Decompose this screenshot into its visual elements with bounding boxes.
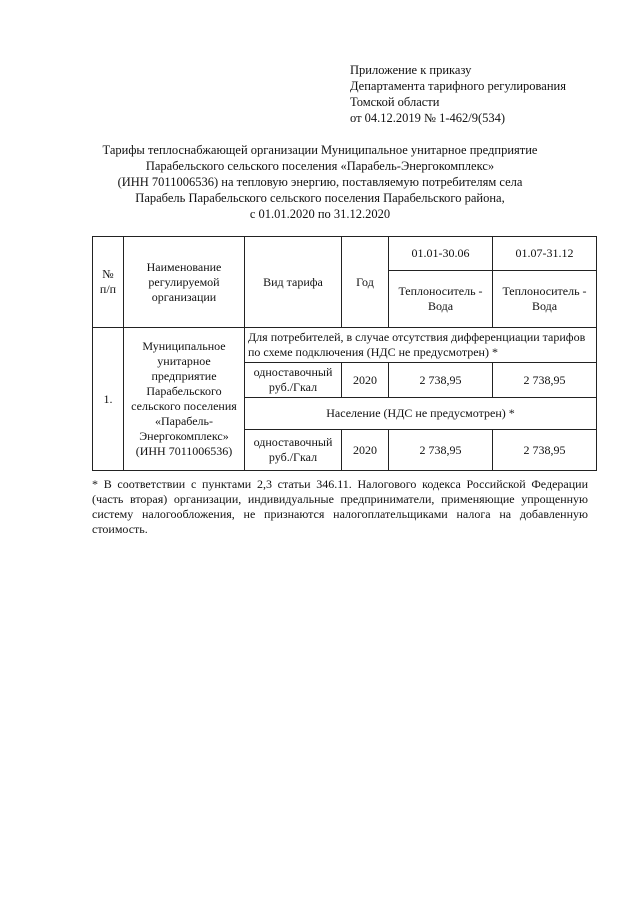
title-line: Тарифы теплоснабжающей организации Муниципальное унитарное предприятие bbox=[102, 143, 538, 157]
title-line: с 01.01.2020 по 31.12.2020 bbox=[249, 207, 391, 221]
header-num: № п/п bbox=[93, 237, 124, 328]
group-1-year: 2020 bbox=[342, 363, 389, 398]
document-title bbox=[60, 142, 580, 222]
header-carrier-1: Теплоноситель - Вода bbox=[389, 271, 493, 328]
group-2-year: 2020 bbox=[342, 430, 389, 471]
appendix-note bbox=[350, 62, 566, 126]
header-tariff-type: Вид тарифа bbox=[245, 237, 342, 328]
group-1-value-1: 2 738,95 bbox=[389, 363, 493, 398]
row-num: 1. bbox=[93, 328, 124, 471]
title-line: (ИНН 7011006536) на тепловую энергию, поставляемую потребителям села bbox=[117, 175, 523, 189]
appendix-line: Томской области bbox=[350, 95, 440, 109]
title-line: Парабельского сельского поселения «Парабель-Энергокомплекс» bbox=[145, 159, 495, 173]
group-2-tariff-type: одноставочный руб./Гкал bbox=[245, 430, 342, 471]
tariff-table bbox=[92, 236, 597, 471]
header-period-2: 01.07-31.12 bbox=[493, 237, 597, 271]
group-2-value-1: 2 738,95 bbox=[389, 430, 493, 471]
appendix-line: Приложение к приказу bbox=[350, 63, 472, 77]
group-1-value-2: 2 738,95 bbox=[493, 363, 597, 398]
header-period-1: 01.01-30.06 bbox=[389, 237, 493, 271]
header-carrier-2: Теплоноситель - Вода bbox=[493, 271, 597, 328]
row-org: Муниципальное унитарное предприятие Парабельского сельского поселения «Парабель-Энергокомплекс» (ИНН 7011006536) bbox=[124, 328, 245, 471]
header-org: Наименование регулируемой организации bbox=[124, 237, 245, 328]
footnote: * В соответствии с пунктами 2,3 статьи 346.11. Налогового кодекса Российской Федерации (часть вторая) организации, индивидуальные предприниматели, применяющие упрощенную систему налогообложения, не признаются налогоплательщиками налога на добавленную стоимость. bbox=[92, 477, 588, 536]
appendix-line: от 04.12.2019 № 1-462/9(534) bbox=[350, 111, 506, 125]
appendix-line: Департамента тарифного регулирования bbox=[350, 79, 566, 93]
group-2-label: Население (НДС не предусмотрен) * bbox=[245, 398, 597, 430]
title-line: Парабель Парабельского сельского поселения Парабельского района, bbox=[135, 191, 505, 205]
group-2-value-2: 2 738,95 bbox=[493, 430, 597, 471]
group-1-tariff-type: одноставочный руб./Гкал bbox=[245, 363, 342, 398]
header-year: Год bbox=[342, 237, 389, 328]
group-1-label: Для потребителей, в случае отсутствия дифференциации тарифов по схеме подключения (НДС не предусмотрен) * bbox=[245, 328, 597, 363]
